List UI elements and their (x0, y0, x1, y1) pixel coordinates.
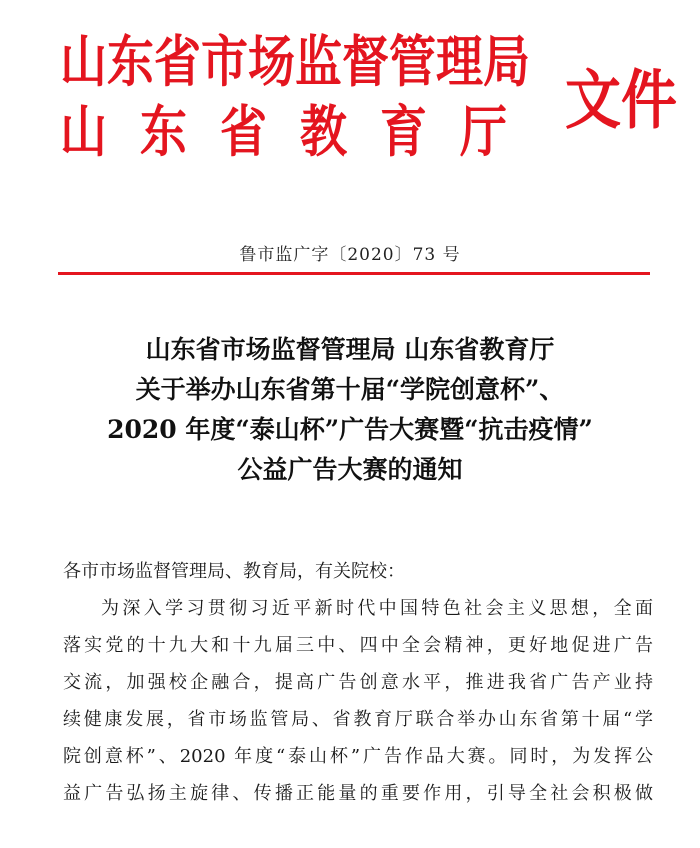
paragraph-line: 益广告弘扬主旋律、传播正能量的重要作用，引导全社会积极做 (63, 783, 653, 804)
document-body (63, 553, 653, 812)
paragraph-line: 交流，加强校企融合，提高广告创意水平，推进我省广告产业持 (63, 672, 653, 693)
document-number: 鲁市监广字〔2020〕73 号 (239, 245, 461, 265)
title-line: 2020 年度“泰山杯”广告大赛暨“抗击疫情” (107, 415, 593, 444)
masthead-issuer-market-regulation: 山东省市场监督管理局 (60, 30, 530, 96)
salutation: 各市市场监督管理局、教育局，有关院校： (63, 561, 405, 582)
paragraph-line: 落实党的十九大和十九届三中、四中全会精神，更好地促进广告 (63, 635, 653, 656)
title-line: 公益广告大赛的通知 (237, 455, 463, 484)
title-line: 关于举办山东省第十届“学院创意杯”、 (135, 375, 565, 404)
red-masthead (60, 22, 677, 172)
paragraph-line: 为深入学习贯彻习近平新时代中国特色社会主义思想，全面 (101, 598, 653, 619)
masthead-document-word: 文件 (565, 62, 677, 139)
red-divider-rule (58, 272, 650, 275)
paragraph-line: 续健康发展，省市场监管局、省教育厅联合举办山东省第十届“学 (63, 709, 653, 730)
title-line: 山东省市场监督管理局 山东省教育厅 (145, 335, 555, 364)
masthead-issuer-education: 山东省教育厅 (60, 100, 540, 166)
paragraph-line: 院创意杯”、2020 年度“泰山杯”广告作品大赛。同时，为发挥公 (63, 746, 653, 767)
document-title (0, 330, 700, 490)
